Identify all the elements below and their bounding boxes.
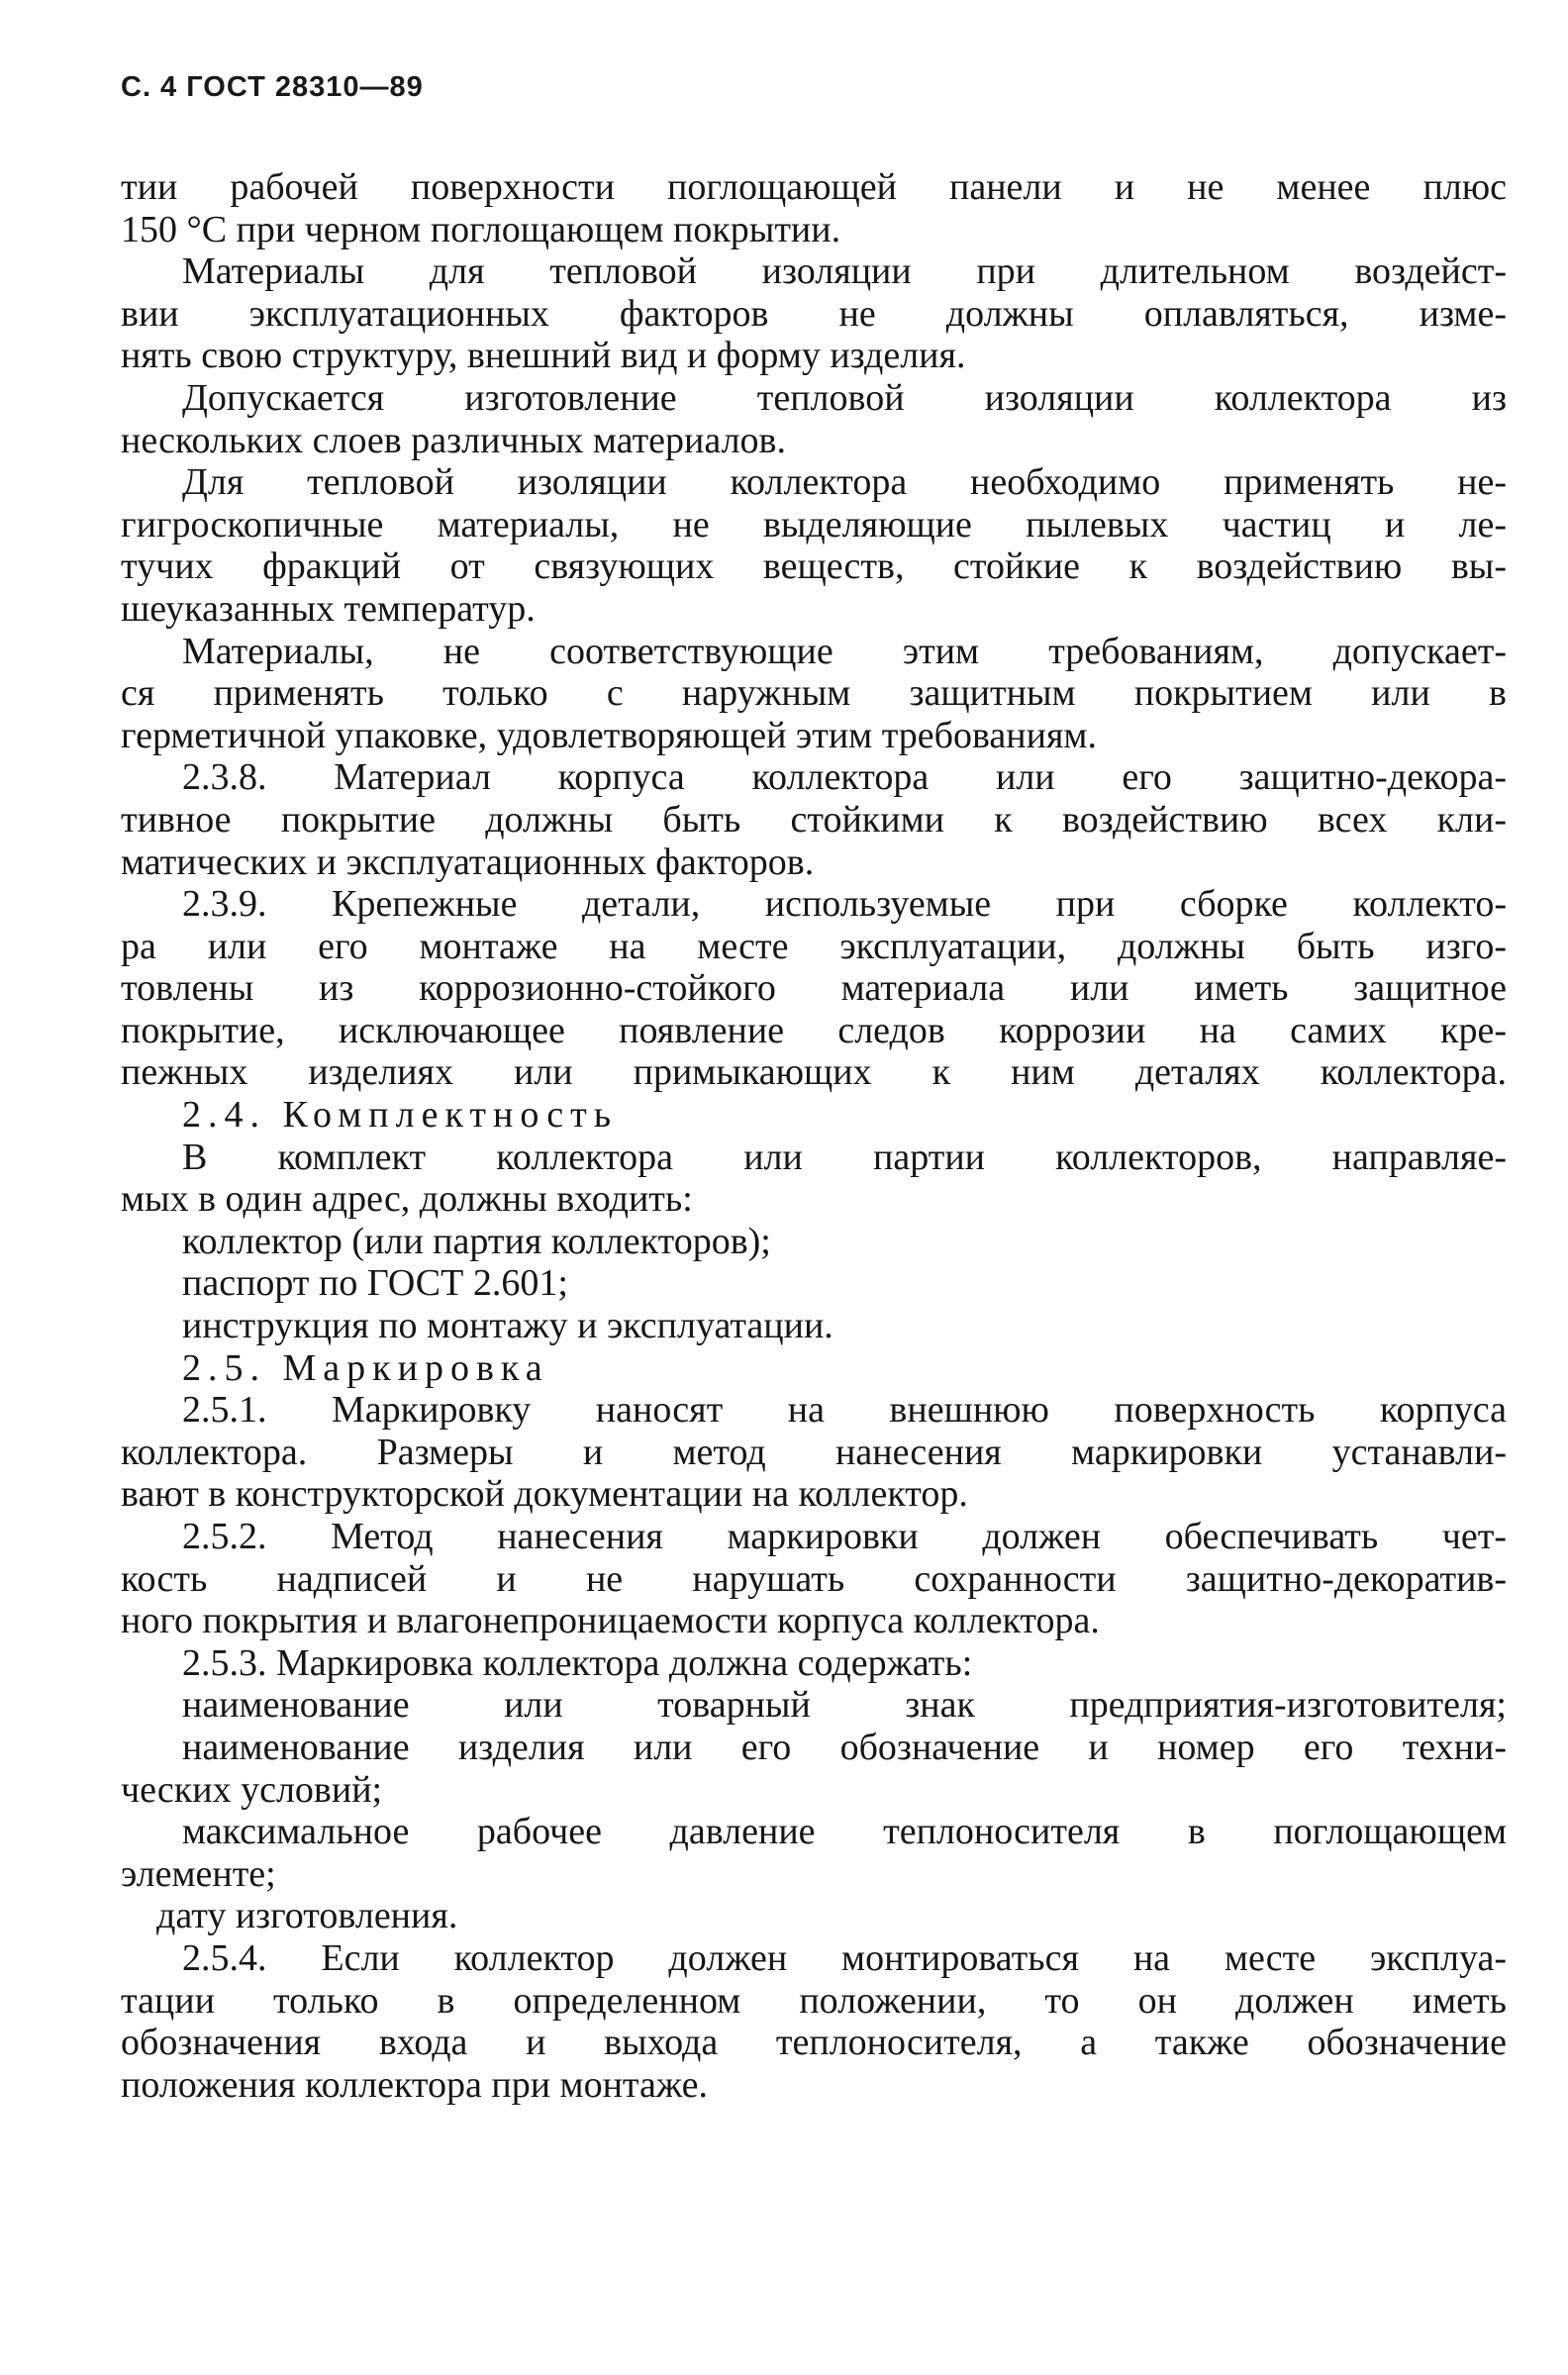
text-line: В комплект коллектора или партии коллекторов, направляе- xyxy=(182,1136,1507,1178)
text-line: 2.4. Комплектность xyxy=(182,1094,619,1137)
text-line: 2.5.4. Если коллектор должен монтироваться на месте эксплуа- xyxy=(182,1936,1507,1979)
text-line: 2.5.1. Маркировку наносят на внешнюю поверхность корпуса xyxy=(182,1389,1507,1432)
text-line: матических и эксплуатационных факторов. xyxy=(121,841,815,883)
text-line: паспорт по ГОСТ 2.601; xyxy=(182,1262,568,1305)
text-line: 2.5. Маркировка xyxy=(182,1346,549,1389)
text-line: 2.3.8. Материал корпуса коллектора или его защитно-декора- xyxy=(182,756,1507,799)
text-line: обозначения входа и выхода теплоносителя, а также обозначение xyxy=(121,2022,1507,2064)
text-line: дату изготовления. xyxy=(156,1895,458,1937)
text-line: пежных изделиях или примыкающих к ним деталях коллектора. xyxy=(121,1051,1507,1094)
text-line: мых в один адрес, должны входить: xyxy=(121,1178,693,1221)
text-line: тации только в определенном положении, то он должен иметь xyxy=(121,1979,1507,2022)
text-line: тучих фракций от связующих веществ, стойкие к воздействию вы- xyxy=(121,545,1507,588)
text-line: наименование изделия или его обозначение и номер его техни- xyxy=(182,1726,1507,1768)
text-line: ра или его монтаже на месте эксплуатации, должны быть изго- xyxy=(121,925,1507,967)
text-line: нескольких слоев различных материалов. xyxy=(121,419,786,461)
text-line: коллектора. Размеры и метод нанесения маркировки устанавли- xyxy=(121,1431,1507,1473)
text-line: 2.5.3. Маркировка коллектора должна содержать: xyxy=(182,1641,973,1684)
text-line: ся применять только с наружным защитным покрытием или в xyxy=(121,672,1507,715)
text-line: нять свою структуру, внешний вид и форму изделия. xyxy=(121,335,966,377)
text-line: ческих условий; xyxy=(121,1768,383,1811)
text-line: Для тепловой изоляции коллектора необходимо применять не- xyxy=(182,461,1507,504)
text-line: покрытие, исключающее появление следов коррозии на самих кре- xyxy=(121,1009,1507,1051)
text-line: 2.3.9. Крепежные детали, используемые при сборке коллекто- xyxy=(182,883,1507,926)
text-line: максимальное рабочее давление теплоносителя в поглощающем xyxy=(182,1811,1507,1853)
text-line: герметичной упаковке, удовлетворяющей этим требованиям. xyxy=(121,714,1097,756)
text-line: тии рабочей поверхности поглощающей панели и не менее плюс xyxy=(121,166,1507,208)
text-line: 2.5.2. Метод нанесения маркировки должен обеспечивать чет- xyxy=(182,1516,1507,1557)
text-line: элементе; xyxy=(121,1852,276,1895)
text-line: положения коллектора при монтаже. xyxy=(121,2063,708,2106)
text-line: коллектор (или партия коллекторов); xyxy=(182,1220,771,1262)
text-line: инструкция по монтажу и эксплуатации. xyxy=(182,1305,833,1347)
page-header: С. 4 ГОСТ 28310—89 xyxy=(121,71,424,103)
text-line: вии эксплуатационных факторов не должны оплавляться, изме- xyxy=(121,292,1507,335)
text-line: гигроскопичные материалы, не выделяющие пылевых частиц и ле- xyxy=(121,503,1507,545)
text-line: 150 °С при черном поглощающем покрытии. xyxy=(121,208,841,250)
text-line: наименование или товарный знак предприятия-изготовителя; xyxy=(182,1684,1507,1727)
text-line: вают в конструкторской документации на коллектор. xyxy=(121,1473,968,1516)
body-text xyxy=(121,166,1507,2106)
text-line: Материалы для тепловой изоляции при длительном воздейст- xyxy=(182,250,1507,293)
text-line: кость надписей и не нарушать сохранности защитно-декоратив- xyxy=(121,1557,1507,1600)
text-line: шеуказанных температур. xyxy=(121,587,536,630)
text-line: Материалы, не соответствующие этим требованиям, допускает- xyxy=(182,630,1507,672)
text-line: ного покрытия и влагонепроницаемости корпуса коллектора. xyxy=(121,1600,1100,1642)
text-line: Допускается изготовление тепловой изоляции коллектора из xyxy=(182,376,1507,419)
text-line: товлены из коррозионно-стойкого материала или иметь защитное xyxy=(121,967,1507,1010)
text-line: тивное покрытие должны быть стойкими к воздействию всех кли- xyxy=(121,798,1507,841)
